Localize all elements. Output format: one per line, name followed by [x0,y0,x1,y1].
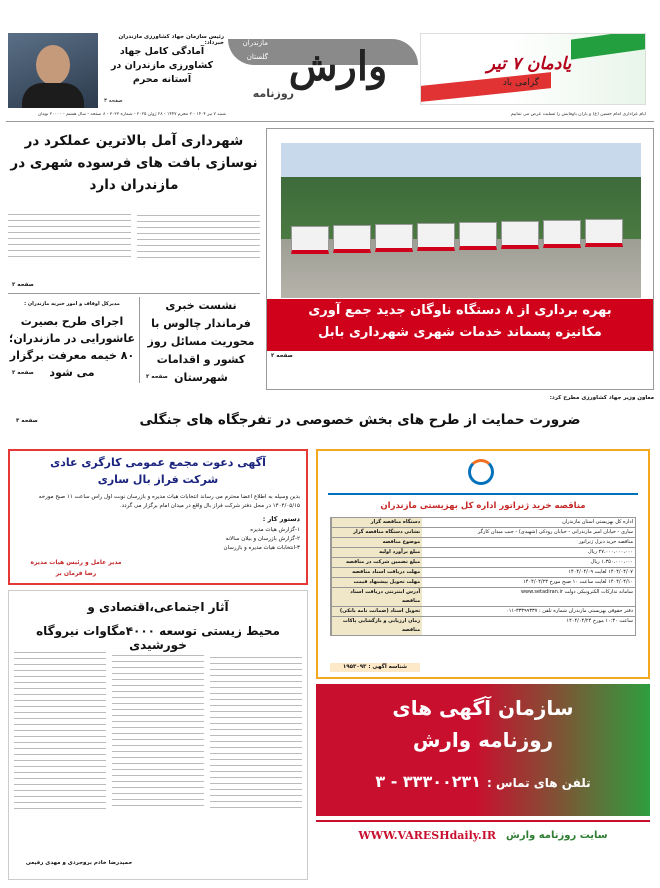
tender-row-value: ساری - خیابان امیر مازندرانی - خیابان رودکی (شهیدی) - جنب میدان کارگر [477,529,633,535]
tender-row-value: ۱۴۰۴/۰۴/۰۷ لغایت ۱۴۰۴/۰۴/۰۹ [568,569,633,575]
meeting-agenda [130,526,300,553]
tender-row-value: ساعت ۱۰:۳۰ مورخ ۱۴۰۴/۰۴/۲۴ [566,618,633,624]
garbage-truck [291,226,329,254]
agency-ad [316,684,650,880]
solar-byline: حمیدرضا خادم بروجردی و مهدی رفیعی [25,860,133,866]
agenda-item: ۱-گزارش هیات مدیره [250,527,300,533]
agenda-item: ۳-انتخابات هیات مدیره و بازرسان [223,545,300,551]
portrait-body [22,83,84,108]
top-story-photo [8,33,98,108]
column-rule [139,297,140,383]
welfare-logo-icon [468,459,494,485]
tender-row [331,558,635,568]
photo-headline-2: مکانیزه پسماند خدمات شهری شهرداری بابل [318,325,602,340]
agency-phone[interactable]: ۳۳۳۰۰۲۳۱ - ۳ [375,772,482,791]
region-item: مازندران [242,39,268,47]
logo-subtitle: روزنامه [252,87,294,100]
municipality-body [8,210,260,280]
tender-row [331,568,635,578]
masthead [0,0,660,122]
tender-divider [328,493,638,495]
top-story-title: آمادگی کامل جهاد کشاورزی مازندران در آستانه محرم [110,46,214,85]
tender-row-label: مهلت تحویل پیشنهاد قیمت [331,578,422,587]
tender-table [330,517,636,636]
trucks-photo [281,143,641,298]
tender-row [331,607,635,617]
forest-headline: ضرورت حمایت از طرح های بخش خصوصی در تفرجگاه های جنگلی [139,412,581,428]
tender-row [331,528,635,538]
meeting-ad-body: بدین وسیله به اطلاع اعضا محترم می رساند انتخابات هیات مدیره و بازرسان نوبت اول راس ساعت ۱۱ صبح مورخه ۱۴۰۴/۰۵/۱۵ در محل دفتر شرکت فراز بال واقع در میدان امام برگزار می گردد. [38,494,300,509]
agenda-item: ۲-گزارش بازرسان و بیلان سالانه [225,536,300,542]
photo-caption: معاون وزیر جهاد کشاورزی مطرح کرد: [549,395,654,401]
portrait-head [36,45,70,85]
tender-row-label: نشانی دستگاه مناقصه گزار [331,528,422,537]
meeting-ad-title-1: آگهی دعوت مجمع عمومی کارگری عادی [50,456,266,469]
tender-row [331,578,635,588]
section-rule [8,293,260,294]
waqf-kicker: مدیرکل اوقاف و امور خیریه مازندران : [24,301,120,307]
agency-site-link[interactable]: WWW.VARESHdaily.IR [358,828,497,842]
tender-id: شناسه آگهی : ۱۹۵۳۰۹۳ [330,663,420,672]
agency-phone-row [322,772,644,791]
tender-row [331,548,635,558]
tender-row-label: آدرس اینترنتی دریافت اسناد مناقصه [331,588,422,606]
agency-site-label: سایت روزنامه وارش [506,829,608,841]
solar-headline-2: محیط زیستی توسعه ۴۰۰۰مگاوات نیروگاه خورشیدی [36,624,280,652]
tender-row [331,538,635,548]
garbage-truck [585,219,623,247]
top-story-kicker: رئیس سازمان جهاد کشاورزی مازندران خبرداد: [118,34,224,46]
photo-story [266,128,654,390]
garbage-truck [417,223,455,251]
meeting-ad [8,449,308,585]
photo-page: صفحه ۲ [271,353,293,359]
waqf-headline: اجرای طرح بصیرت عاشورایی در مازندران؛ ۸۰ خیمه معرفت برگزار می شود [8,315,135,379]
tender-row-label: مبلغ تضمین شرکت در مناقصه [331,558,422,567]
forest-page: صفحه ۳ [16,418,38,424]
agency-phone-label: تلفن های تماس : [487,776,591,790]
tender-row [331,588,635,607]
tender-row [331,518,635,528]
agency-site-bar [316,820,650,848]
tender-title: مناقصه خرید ژنراتور اداره کل بهزیستی مازندران [380,501,586,511]
tender-logo [438,457,528,489]
agency-ad-line-2: روزنامه وارش [412,728,554,752]
tender-row-label: مبلغ برآورد اولیه [331,548,422,557]
region-item: گلستان [246,53,268,61]
agency-ad-line-1: سازمان آگهی های [392,696,574,720]
tender-row-label: تحویل اسناد (ضمانت نامه بانکی) [331,607,422,616]
promo-subtitle: گرامی باد [502,78,540,88]
photo-headline-band [267,299,653,351]
tender-row-label: زمان ارزیابی و بازگشایی پاکات مناقصه [331,617,422,635]
tender-row-label: مهلت دریافت اسناد مناقصه [331,568,422,577]
photo-headline-1: بهره برداری از ۸ دستگاه ناوگان جدید جمع آوری [308,303,612,318]
tender-row [331,617,635,636]
promo-title: یادمان ۷ تیر [486,54,572,74]
tender-row-value: اداره کل بهزیستی استان مازندران [562,519,633,525]
promo-banner [420,33,646,105]
meeting-ad-title-2: شرکت فراز بال ساری [97,473,219,486]
municipality-page: صفحه ۲ [12,282,34,288]
meeting-agenda-title: دستور کار : [262,515,300,523]
tender-ad [316,449,650,679]
chalus-headline: نشست خبری فرماندار چالوس با محوریت مسائل روز کشور و اقدامات شهرستان [147,299,255,384]
tender-row-label: موضوع مناقصه [331,538,422,547]
dateline: شنبه ۷ تیر ۱۴۰۴ - ۲ محرم ۱۴۴۷ - ۲۸ ژوئن ۲۰۲۵ - شماره ۳۰۲۳ - ۸ صفحه - سال هشتم - ۲۰۰۰۰ تومان [37,112,226,117]
tender-row-value: دفتر حقوقی بهزیستی مازندران شماره تلفن : ۳۳۳۹۹۳۳۷-۰۱۱ [506,608,633,614]
top-story-page: صفحه ۳ [104,98,123,104]
masthead-logo: وارش [288,43,388,90]
garbage-truck [459,222,497,250]
garbage-truck [375,224,413,252]
truck-fleet [291,218,631,268]
tender-row-label: دستگاه مناقصه گزار [331,518,422,527]
garbage-truck [501,221,539,249]
garbage-truck [543,220,581,248]
region-list [228,36,268,78]
solar-headline-1: آثار اجتماعی،اقتصادی و [87,600,229,614]
ticker: ایام عزاداری امام حسین (ع) و یاران باوفایش را تسلیت عرض می نماییم [510,112,646,117]
tender-row-value: سامانه تدارکات الکترونیکی دولت www.setadiran.ir [520,589,633,595]
tender-row-value: ۱۴۰۴/۰۴/۱۰ لغایت ساعت ۱۰ صبح مورخ ۱۴۰۴/۰۴/۲۳ [523,579,633,585]
tender-row-value: مناقصه خرید دیزل ژنراتور [578,539,633,545]
tender-row-value: ۱،۳۵۰،۰۰۰،۰۰۰ ریال [590,559,633,565]
masthead-rule [6,121,654,122]
municipality-headline: شهرداری آمل بالاترین عملکرد در نوسازی بافت های فرسوده شهری در مازندران دارد [10,133,258,193]
region-item: گیلان [253,67,268,75]
meeting-signature-2: رضا فرمان بر [55,570,97,577]
garbage-truck [333,225,371,253]
solar-body [14,652,302,852]
chalus-page: صفحه ۲ [146,374,168,380]
meeting-signature-1: مدیر عامل و رئیس هیات مدیره [30,559,122,566]
tender-row-value: ۲۷،۰۰۰،۰۰۰،۰۰۰ ریال [588,549,633,555]
waqf-page: صفحه ۲ [12,370,34,376]
